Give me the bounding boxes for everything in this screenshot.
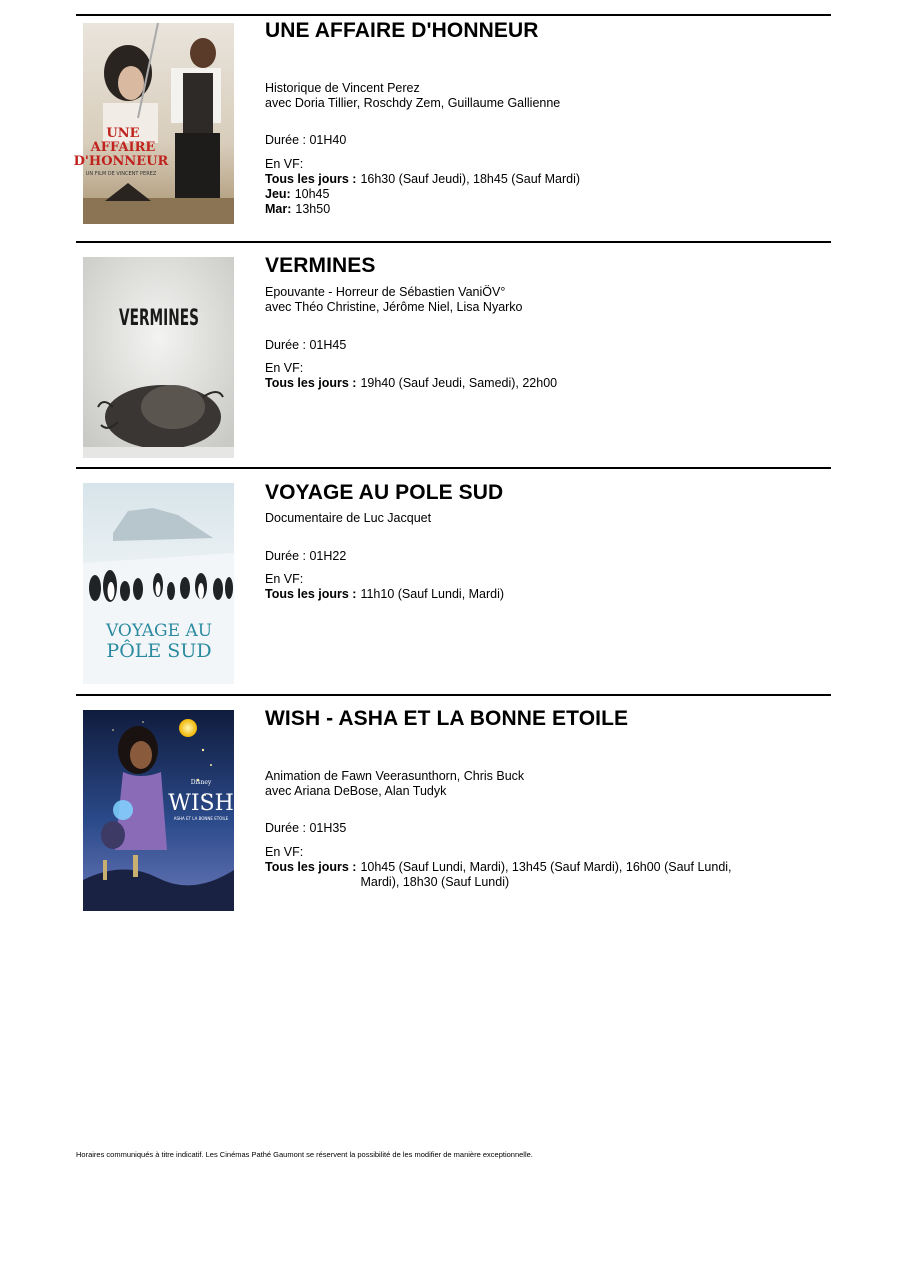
- showtime-label: Tous les jours :: [265, 172, 357, 186]
- film-genre-director: Historique de Vincent Perez: [265, 81, 420, 95]
- poster-text: WISH: [168, 791, 234, 816]
- showtime-row: [265, 860, 765, 890]
- showtime-row: [265, 172, 785, 187]
- film-title: UNE AFFAIRE D'HONNEUR: [265, 19, 539, 42]
- film-version: En VF:: [265, 845, 304, 859]
- showtime-times: 10h45: [294, 187, 330, 201]
- showtime-times: 19h40 (Sauf Jeudi, Samedi), 22h00: [360, 376, 558, 390]
- divider: [76, 241, 831, 243]
- poster-wish[interactable]: [83, 710, 234, 911]
- film-duration: Durée : 01H45: [265, 338, 347, 352]
- film-duration: Durée : 01H35: [265, 821, 347, 835]
- film-title: VERMINES: [265, 254, 376, 277]
- poster-affaire-honneur[interactable]: [73, 23, 234, 224]
- poster-text: VOYAGE AU: [105, 621, 213, 641]
- poster-text: PÔLE SUD: [106, 640, 212, 662]
- divider: [76, 467, 831, 469]
- film-version: En VF:: [265, 157, 304, 171]
- showtime-times: 11h10 (Sauf Lundi, Mardi): [360, 587, 505, 601]
- poster-text: VERMINES: [119, 306, 199, 331]
- divider: [76, 14, 831, 16]
- showtimes: [265, 860, 765, 890]
- poster-text: ASHA ET LA BONNE ETOILE: [173, 816, 229, 821]
- showtime-row: [265, 202, 785, 217]
- poster-art-icon: [83, 483, 234, 684]
- showtime-times: 13h50: [295, 202, 331, 216]
- divider: [76, 694, 831, 696]
- showtimes: [265, 376, 785, 391]
- poster-brand: Disney: [190, 779, 212, 786]
- poster-art-icon: [83, 257, 234, 458]
- poster-credit: UN FILM DE VINCENT PEREZ: [85, 171, 157, 177]
- showtime-label: Tous les jours :: [265, 376, 357, 390]
- showtime-label: Tous les jours :: [265, 587, 357, 601]
- film-genre-director: Documentaire de Luc Jacquet: [265, 511, 432, 525]
- film-cast: avec Ariana DeBose, Alan Tudyk: [265, 784, 447, 798]
- film-title: VOYAGE AU POLE SUD: [265, 481, 504, 504]
- showtime-row: [265, 376, 785, 391]
- film-cast: avec Doria Tillier, Roschdy Zem, Guillaume Gallienne: [265, 96, 561, 110]
- showtime-row: [265, 587, 785, 602]
- poster-art-icon: [73, 23, 234, 224]
- showtime-row: [265, 187, 785, 202]
- showtime-times: 16h30 (Sauf Jeudi), 18h45 (Sauf Mardi): [360, 172, 581, 186]
- showtime-label: Mar:: [265, 202, 292, 216]
- film-duration: Durée : 01H22: [265, 549, 347, 563]
- showtimes: [265, 172, 785, 217]
- footer-disclaimer: Horaires communiqués à titre indicatif. Les Cinémas Pathé Gaumont se réservent la possibilité de les modifier de manière exceptionnelle.: [76, 1150, 533, 1159]
- film-cast: avec Théo Christine, Jérôme Niel, Lisa Nyarko: [265, 300, 523, 314]
- showtimes: [265, 587, 785, 602]
- poster-text: D'HONNEUR: [73, 154, 169, 169]
- showtime-label: Tous les jours :: [265, 860, 357, 874]
- film-version: En VF:: [265, 572, 304, 586]
- film-version: En VF:: [265, 361, 304, 375]
- showtime-times: 10h45 (Sauf Lundi, Mardi), 13h45 (Sauf Mardi), 16h00 (Sauf Lundi, Mardi), 18h30 (Sauf Lundi): [360, 860, 732, 889]
- film-genre-director: Epouvante - Horreur de Sébastien VaniÖV°: [265, 285, 506, 299]
- film-duration: Durée : 01H40: [265, 133, 347, 147]
- poster-vermines[interactable]: [83, 257, 234, 458]
- poster-art-icon: [83, 710, 234, 911]
- film-title: WISH - ASHA ET LA BONNE ETOILE: [265, 707, 629, 730]
- showtime-label: Jeu:: [265, 187, 291, 201]
- film-genre-director: Animation de Fawn Veerasunthorn, Chris Buck: [265, 769, 525, 783]
- poster-text: AFFAIRE: [90, 140, 156, 155]
- poster-text: UNE: [106, 126, 140, 141]
- poster-voyage-pole-sud[interactable]: [83, 483, 234, 684]
